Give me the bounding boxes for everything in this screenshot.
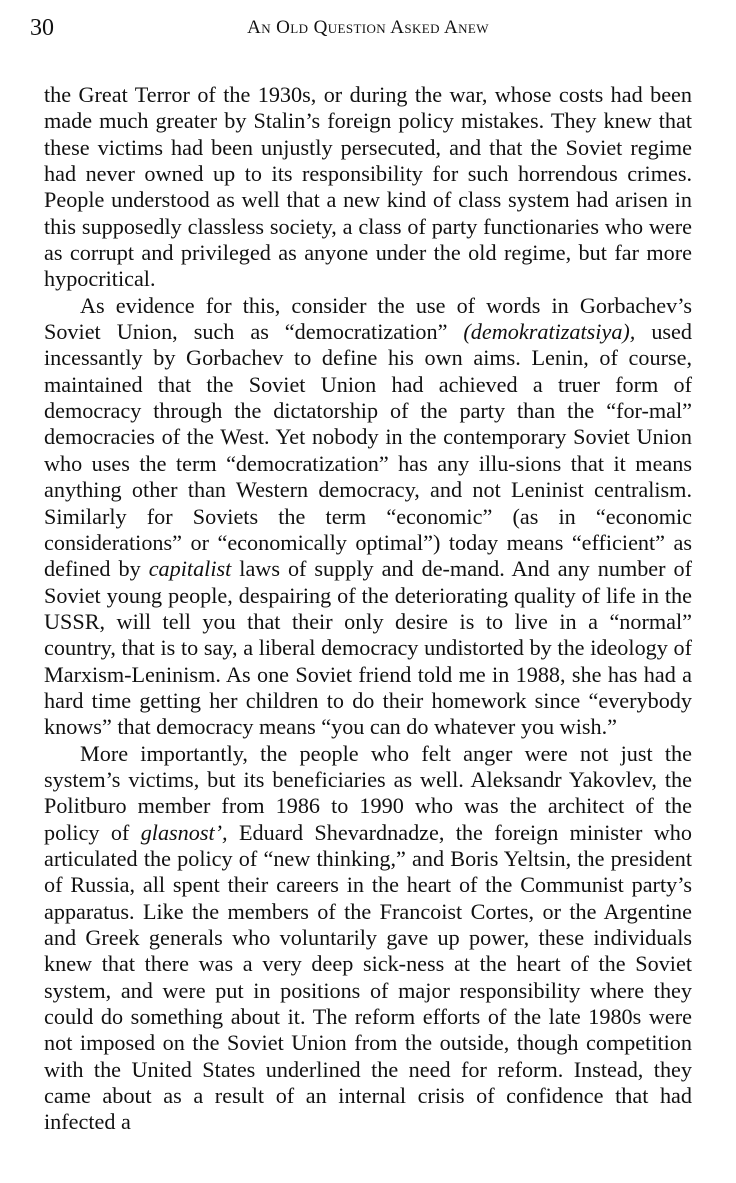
paragraph-2 <box>44 293 692 741</box>
page-number: 30 <box>30 15 54 41</box>
italic-glasnost: glasnost’, <box>140 819 228 845</box>
paragraph-2-text-1: As evidence for this, consider the use of words in Gorbachev’s Soviet Union, such as “democratization” <box>44 292 692 345</box>
running-head: An Old Question Asked Anew <box>247 17 489 38</box>
paragraph-2-text-3: laws of supply and de-mand. And any number of Soviet young people, despairing of the deteriorating quality of life in the USSR, will tell you that their only desire is to live in a “normal” country, that is to say, a liberal democracy undistorted by the ideology of Marxism-Leninism. As one Soviet friend told me in 1988, she has had a hard time getting her children to do their homework since “everybody knows” that democracy means “you can do whatever you wish.” <box>44 556 693 740</box>
paragraph-1-text: the Great Terror of the 1930s, or during the war, whose costs had been made much greater by Stalin’s foreign policy mistakes. They knew that these victims had been unjustly persecuted, and that the Soviet regime had never owned up to its responsibility for such horrendous crimes. People understood as well that a new kind of class system had arisen in this supposedly classless society, a class of party functionaries who were as corrupt and privileged as anyone under the old regime, but far more hypocritical. <box>44 82 692 292</box>
paragraph-1 <box>44 82 692 293</box>
paragraph-3 <box>44 741 692 1136</box>
paragraph-3-text-1: More importantly, the people who felt anger were not just the system’s victims, but its beneficiaries as well. Aleksandr Yakovlev, the Politburo member from 1986 to 1990 who was the architect of the policy of <box>44 740 692 845</box>
page-header <box>30 14 706 44</box>
paragraph-2-text-2: used incessantly by Gorbachev to define his own aims. Lenin, of course, maintained that the Soviet Union had achieved a truer form of democracy through the dictatorship of the party than the “for-mal” democracies of the West. Yet nobody in the contemporary Soviet Union who uses the term “democratization” has any illu-sions that it means anything other than Western democracy, and not Leninist centralism. Similarly for Soviets the term “economic” (as in “economic considerations” or “economically optimal”) today means “efficient” as defined by <box>44 319 692 582</box>
italic-demokratizatsiya: (demokratizatsiya), <box>463 319 636 345</box>
paragraph-3-text-2: Eduard Shevardnadze, the foreign minister who articulated the policy of “new thinking,” and Boris Yeltsin, the president of Russia, all spent their careers in the heart of the Communist party’s apparatus. Like the members of the Francoist Cortes, or the Argentine and Greek generals who voluntarily gave up power, these individuals knew that there was a very deep sick-ness at the heart of the Soviet system, and were put in positions of major responsibility where they could do something about it. The reform efforts of the late 1980s were not imposed on the Soviet Union from the outside, though competition with the United States underlined the need for reform. Instead, they came about as a result of an internal crisis of confidence that had infected a <box>44 819 692 1135</box>
body-text <box>44 82 692 1136</box>
italic-capitalist: capitalist <box>148 556 232 582</box>
